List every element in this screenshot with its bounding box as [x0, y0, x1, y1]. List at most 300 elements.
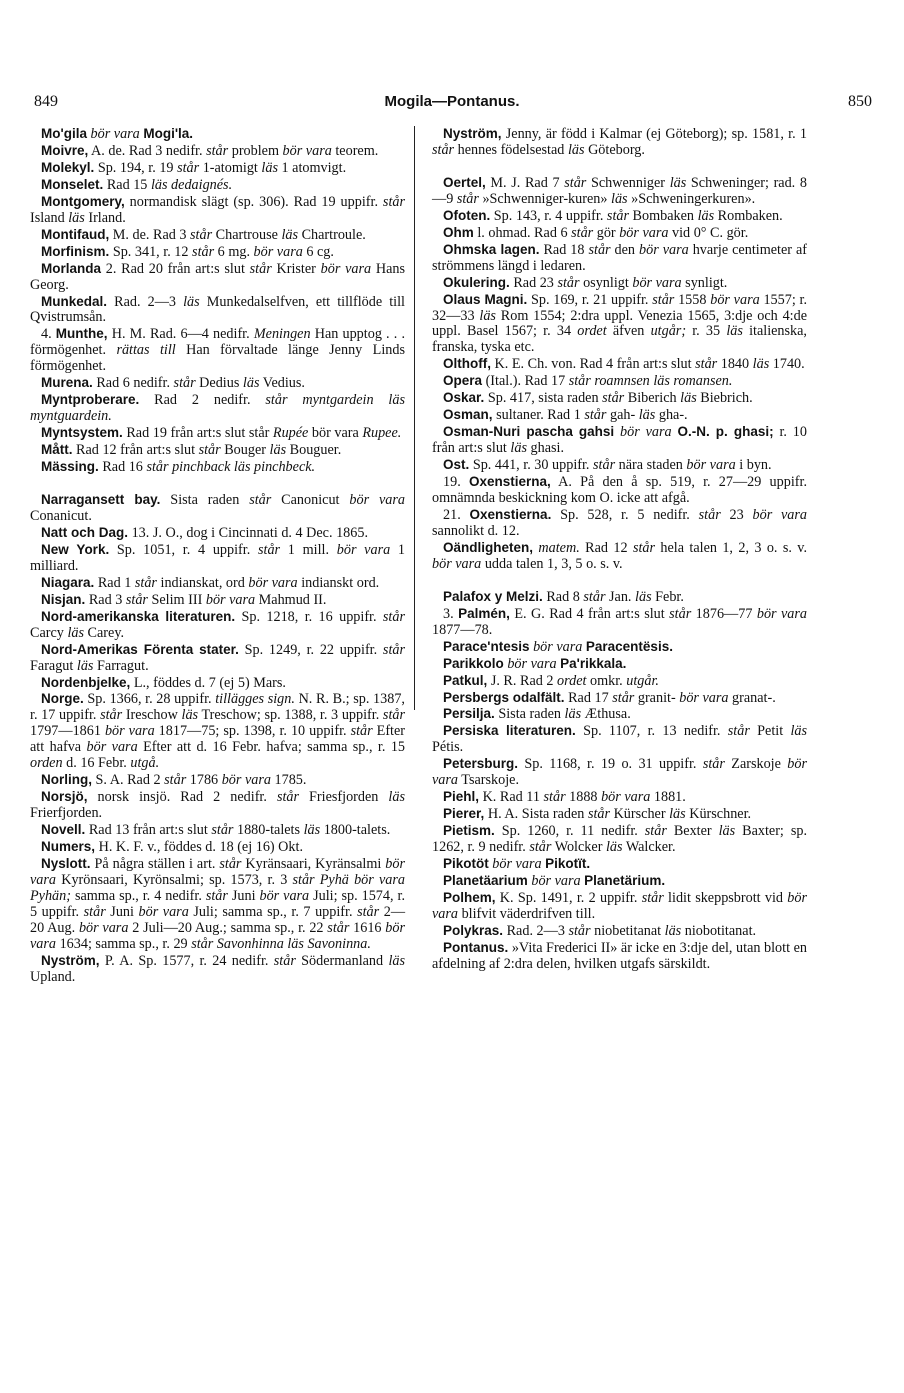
- entry-text: 1-atomigt: [199, 159, 262, 176]
- entry-editorial-term: läs: [67, 624, 84, 641]
- entry-editorial-term: står: [125, 591, 148, 608]
- entry-editorial-term: läs: [181, 707, 199, 724]
- erratum-entry: [30, 675, 405, 692]
- entry-text: Juni: [105, 903, 139, 920]
- entry-text: 1785.: [270, 772, 307, 789]
- entry-text: normandisk slägt (sp. 306). Rad 19 uppifr.: [124, 193, 383, 210]
- entry-text: E. G. Rad 4 från art:s slut: [509, 605, 670, 622]
- entry-text: Sp. 1249, r. 22 uppifr.: [238, 641, 383, 658]
- entry-text: Rad 12 från art:s slut: [72, 442, 199, 459]
- entry-text: Göteborg.: [584, 141, 645, 158]
- entry-editorial-term: bör vara: [432, 756, 807, 789]
- entry-editorial-term: står: [134, 574, 157, 591]
- entry-editorial-term: läs: [269, 442, 287, 459]
- entry-editorial-term: står: [382, 641, 405, 658]
- entry-text: bör vara: [308, 425, 363, 442]
- entry-text: Bouger: [220, 442, 270, 459]
- entry-headword: Planetäarium: [443, 872, 528, 888]
- entry-headword: Molekyl.: [41, 159, 95, 175]
- entry-editorial-term: läs: [611, 190, 628, 207]
- entry-editorial-term: står: [557, 274, 580, 291]
- entry-editorial-term: orden: [30, 755, 63, 772]
- entry-text: r. 10 från art:s slut: [432, 424, 807, 457]
- entry-editorial-term: står: [192, 243, 215, 260]
- entry-text: J. R. Rad 2: [487, 672, 558, 689]
- entry-text: synligt.: [681, 274, 728, 291]
- entry-text: Tsarskoje.: [458, 772, 520, 789]
- entry-headword: Oskar.: [443, 390, 485, 406]
- entry-headword: Oxenstierna,: [468, 474, 551, 490]
- entry-text: Sista raden: [160, 492, 250, 509]
- entry-editorial-term: står: [583, 588, 606, 605]
- entry-text: 23: [720, 506, 753, 523]
- entry-headword: Oxenstierna.: [469, 506, 552, 522]
- entry-editorial-term: står: [695, 356, 718, 373]
- entry-text: Carcy: [30, 624, 68, 641]
- entry-correct-form: Mogi'la.: [143, 126, 194, 141]
- entry-text: S. A. Rad 2: [92, 772, 165, 789]
- erratum-entry: [432, 474, 807, 507]
- entry-editorial-term: står: [593, 457, 616, 474]
- entry-text: M. J. Rad 7: [485, 174, 565, 191]
- entry-text: Febr.: [651, 588, 684, 605]
- entry-text: granit-: [634, 689, 680, 706]
- entry-text: l. ohmad. Rad 6: [473, 224, 572, 241]
- entry-text: Rad 6 nedifr.: [92, 375, 174, 392]
- entry-text: Jenny, är född i Kalmar (ej Göteborg); sp. 1581, r. 1: [501, 126, 807, 142]
- entry-text: äfven: [606, 323, 651, 340]
- entry-text: Petit: [749, 723, 791, 740]
- entry-text: indianskt ord.: [297, 574, 380, 591]
- entry-text: 1 atomvigt.: [277, 159, 347, 176]
- entry-editorial-term: står: [198, 442, 221, 459]
- entry-text: Conanicut.: [30, 507, 92, 524]
- entry-text: Æthusa.: [581, 706, 631, 723]
- entry-editorial-term: utgår;: [650, 323, 687, 340]
- entry-editorial-term: bör vara: [253, 243, 303, 260]
- entry-editorial-term: tillägges sign.: [215, 691, 295, 708]
- entry-editorial-term: står: [543, 789, 566, 806]
- erratum-entry: [30, 244, 405, 261]
- entry-text: Biebrich.: [696, 390, 753, 407]
- entry-editorial-term: läs: [242, 375, 260, 392]
- entry-editorial-term: bör vara: [30, 855, 405, 888]
- erratum-entry: [432, 806, 807, 823]
- entry-headword: Ohm: [443, 224, 474, 240]
- erratum-entry: [432, 940, 807, 973]
- erratum-entry: [432, 407, 807, 424]
- entry-editorial-term: bör vara: [601, 789, 651, 806]
- entry-text: 13. J. O., dog i Cincinnati d. 4 Dec. 1865.: [128, 524, 368, 541]
- entry-headword: Norsjö,: [41, 789, 88, 805]
- entry-editorial-term: läs: [669, 806, 686, 823]
- erratum-entry: [432, 873, 807, 890]
- entry-text: 1 mill.: [280, 541, 337, 558]
- entry-text: Sp. 528, r. 5 nedifr.: [551, 506, 699, 523]
- erratum-entry: [30, 294, 405, 327]
- entry-headword: Morfinism.: [41, 243, 110, 259]
- entry-headword: Nisjan.: [41, 591, 86, 607]
- erratum-entry: [30, 160, 405, 177]
- entry-text: Island: [30, 209, 69, 226]
- entry-headword: Mo'gila: [41, 126, 87, 141]
- entry-editorial-term: står: [350, 723, 373, 740]
- entry-text: teorem.: [331, 142, 379, 159]
- entry-headword: Polykras.: [443, 922, 504, 938]
- entry-headword: Osman-Nuri pascha gahsi: [443, 424, 615, 440]
- erratum-entry: [30, 459, 405, 476]
- erratum-entry: [432, 390, 807, 407]
- entry-text: Baxter; sp. 1262, r. 9 nedifr.: [432, 823, 807, 856]
- entry-text: Munkedalselfven, ett tillflöde till Qvistrumsån.: [30, 293, 405, 326]
- entry-editorial-term: står: [669, 605, 692, 622]
- erratum-entry: [30, 609, 405, 642]
- entry-headword: Nyström,: [443, 126, 502, 141]
- erratum-entry: [30, 177, 405, 194]
- entry-editorial-term: läs: [281, 226, 299, 243]
- entry-text: Sp. 169, r. 21 uppifr.: [527, 291, 653, 308]
- entry-text: Efter att hafva: [30, 723, 406, 756]
- entry-editorial-term: står: [644, 823, 667, 840]
- entry-editorial-term: står: [584, 407, 607, 424]
- page-number-right: 850: [848, 93, 872, 110]
- entry-headword: Ohmska lagen.: [443, 241, 540, 257]
- entry-text: Sp. 341, r. 12: [109, 243, 193, 260]
- entry-editorial-term: står: [588, 241, 611, 258]
- erratum-entry: [30, 425, 405, 442]
- entry-text: 1888: [565, 789, 602, 806]
- entry-editorial-term: läs: [605, 839, 623, 856]
- entry-headword: Morlanda: [41, 260, 102, 276]
- entry-editorial-term: står: [432, 141, 455, 158]
- entry-text: »Schwenniger-kuren»: [478, 190, 611, 207]
- entry-text: Sista raden: [494, 706, 565, 723]
- entry-headword: Nordenbjelke,: [41, 674, 131, 690]
- entry-editorial-term: bör vara: [710, 291, 760, 308]
- entry-text: A. På den å sp. 519, r. 27—29 uppifr. omnämnda beskickning kom O. icke att afgå.: [432, 474, 807, 507]
- entry-text: (Ital.). Rad 17: [482, 373, 569, 390]
- entry-editorial-term: står: [273, 952, 296, 969]
- entry-editorial-term: läs: [388, 789, 405, 806]
- entry-editorial-term: står Savonhinna läs Savoninna.: [191, 935, 371, 952]
- entry-text: Sp. 1107, r. 13 nedifr.: [575, 723, 728, 740]
- entry-text: 6 mg.: [214, 243, 254, 260]
- entry-text: problem: [228, 142, 283, 159]
- erratum-entry: [432, 424, 807, 457]
- entry-text: 1817—75; sp. 1398, r. 10 uppifr.: [154, 723, 351, 740]
- entry-text: granat-.: [728, 689, 776, 706]
- entry-text: osynligt: [579, 274, 633, 291]
- entry-text: den: [610, 241, 640, 258]
- entry-text: Han förvaltade länge Jenny Linds förmögenhet.: [30, 342, 405, 375]
- entry-text: Rad 1: [94, 574, 135, 591]
- entry-editorial-term: Rupée: [272, 425, 309, 442]
- erratum-entry: [432, 275, 807, 292]
- entry-headword: Okulering.: [443, 274, 510, 290]
- erratum-entry: [432, 208, 807, 225]
- entry-text: Frierfjorden.: [30, 805, 103, 822]
- entry-editorial-term: läs: [183, 293, 200, 310]
- entry-text: Rad 2 nedifr.: [139, 392, 266, 409]
- entry-editorial-term: läs: [718, 823, 736, 840]
- entry-text: Schwenniger: [586, 174, 670, 191]
- entry-text: Juli; sp. 1574, r. 5 uppifr.: [30, 887, 405, 920]
- entry-editorial-term: står: [641, 889, 664, 906]
- entry-editorial-term: läs: [567, 141, 585, 158]
- entry-text: Rad 15: [103, 176, 151, 193]
- entry-editorial-term: står: [702, 756, 725, 773]
- section-gap: [30, 476, 405, 492]
- entry-text: Södermanland: [295, 952, 389, 969]
- entry-text: Vedius.: [259, 375, 305, 392]
- entry-text: K. E. Ch. von. Rad 4 från art:s slut: [490, 356, 696, 373]
- entry-text: P. A. Sp. 1577, r. 24 nedifr.: [99, 952, 274, 969]
- entry-headword: Olaus Magni.: [443, 291, 528, 307]
- entry-headword: Polhem,: [443, 889, 496, 905]
- erratum-entry: [432, 356, 807, 373]
- entry-text: Kürscher: [610, 806, 670, 823]
- entry-headword: Pontanus.: [443, 939, 509, 955]
- erratum-entry: [432, 126, 807, 159]
- entry-editorial-term: står: [652, 291, 675, 308]
- entry-editorial-term: bör vara: [632, 274, 682, 291]
- erratum-entry: [432, 373, 807, 390]
- entry-text: Bouguer.: [286, 442, 342, 459]
- erratum-entry: [30, 326, 405, 375]
- entry-editorial-term: står: [205, 887, 228, 904]
- entry-editorial-term: står myntgardein läs myntguardein.: [30, 392, 405, 425]
- erratum-entry: [30, 143, 405, 160]
- entry-text: 2. Rad 20 från art:s slut: [101, 260, 250, 277]
- entry-text: Sp. 1218, r. 16 uppifr.: [235, 608, 383, 625]
- erratum-entry: [30, 839, 405, 856]
- entry-headword: Pikotöt: [443, 856, 489, 872]
- entry-editorial-term: står: [276, 789, 300, 806]
- entry-editorial-term: ordet: [577, 323, 607, 340]
- entry-editorial-term: läs: [479, 307, 496, 324]
- entry-text: 1634; samma sp., r. 29: [56, 935, 192, 952]
- entry-text: Sp. 194, r. 19: [94, 159, 178, 176]
- entry-editorial-term: står: [100, 707, 123, 724]
- entry-text: Bexter: [666, 823, 719, 840]
- entry-text: Faragut: [30, 657, 77, 674]
- erratum-entry: [30, 575, 405, 592]
- entry-editorial-term: bör vara: [756, 605, 808, 622]
- entry-editorial-term: läs: [752, 356, 770, 373]
- entry-editorial-term: står: [602, 390, 625, 407]
- entry-editorial-term: läs: [635, 588, 652, 605]
- entry-text: r. 35: [686, 323, 727, 340]
- entry-headword: Nord-amerikanska literaturen.: [41, 608, 236, 624]
- entry-text: Kyrönsaari, Kyrönsalmi; sp. 1573, r. 3: [56, 871, 293, 888]
- erratum-entry: [432, 507, 807, 540]
- erratum-entry: [30, 227, 405, 244]
- entry-text: sultaner. Rad 1: [492, 407, 585, 424]
- entry-editorial-term: bör vara: [531, 872, 581, 889]
- entry-text: Carey.: [84, 624, 125, 641]
- entry-headword: Pierer,: [443, 806, 485, 822]
- entry-editorial-term: står: [206, 142, 229, 159]
- entry-editorial-term: står Pyhä bör vara Pyhän;: [30, 871, 405, 904]
- entry-editorial-term: står: [190, 226, 213, 243]
- erratum-entry: [30, 856, 405, 953]
- entry-headword: Parace'ntesis: [443, 638, 530, 654]
- entry-text: lidit skeppsbrott vid: [663, 889, 788, 906]
- entry-headword: Persilja.: [443, 706, 495, 722]
- entry-text: Walcker.: [622, 839, 676, 856]
- entry-headword: Moivre,: [41, 142, 89, 158]
- erratum-entry: [30, 492, 405, 525]
- entry-editorial-term: står: [612, 689, 635, 706]
- entry-editorial-term: står: [382, 193, 405, 210]
- entry-text: Chartrouse: [212, 226, 282, 243]
- entry-text: hennes födelsestad: [454, 141, 568, 158]
- erratum-entry: [30, 194, 405, 227]
- entry-headword: Murena.: [41, 375, 93, 391]
- entry-editorial-term: läs: [76, 657, 94, 674]
- erratum-entry: [30, 261, 405, 294]
- entry-text: gha-.: [655, 407, 688, 424]
- entry-headword: New York.: [41, 541, 110, 557]
- erratum-entry: [432, 690, 807, 707]
- entry-headword: Nyström,: [41, 952, 100, 968]
- entry-text: norsk insjö. Rad 2 nedifr.: [87, 789, 277, 806]
- entry-editorial-term: står: [564, 174, 587, 191]
- entry-text: L., föddes d. 7 (ej 5) Mars.: [130, 674, 286, 691]
- entry-headword: Nyslott.: [41, 855, 91, 871]
- entry-editorial-term: står: [698, 506, 721, 523]
- entry-editorial-term: läs: [388, 952, 406, 969]
- entry-text: Pétis.: [432, 739, 464, 756]
- entry-text: M. de. Rad 3: [109, 226, 191, 243]
- entry-headword: Ofoten.: [443, 207, 491, 223]
- entry-text: Zarskoje: [724, 756, 788, 773]
- entry-headword: Montgomery,: [41, 193, 125, 209]
- entry-text: 1800-talets.: [320, 822, 391, 839]
- entry-text: 2 Juli—20 Aug.; samma sp., r. 22: [128, 919, 328, 936]
- entry-editorial-term: står: [382, 608, 405, 625]
- entry-editorial-term: står: [219, 855, 242, 872]
- entry-editorial-term: bör vara: [432, 555, 482, 572]
- entry-editorial-term: står: [727, 723, 750, 740]
- entry-text: Treschow; sp. 1388, r. 3 uppifr.: [198, 707, 383, 724]
- entry-editorial-term: läs: [680, 390, 697, 407]
- erratum-entry: [432, 856, 807, 873]
- entry-text: hvarje centimeter af strömmens längd i ledaren.: [432, 241, 807, 274]
- entry-number: 19.: [443, 474, 469, 491]
- entry-headword: Piehl,: [443, 789, 480, 805]
- erratum-entry: [30, 392, 405, 425]
- entry-number: 21.: [443, 506, 470, 523]
- entry-editorial-term: bör vara: [221, 772, 271, 789]
- column-divider: [414, 126, 415, 710]
- entry-text: indianskat, ord: [156, 574, 249, 591]
- entry-headword: Opera: [443, 373, 483, 389]
- entry-text: Rad 12: [579, 539, 633, 556]
- entry-editorial-term: bör vara: [104, 723, 155, 740]
- entry-text: Rad 3: [85, 591, 126, 608]
- entry-text: 2—20 Aug.: [30, 903, 406, 936]
- entry-editorial-term: står: [173, 375, 196, 392]
- entry-text: Sp. 1168, r. 19 o. 31 uppifr.: [518, 756, 703, 773]
- erratum-entry: [432, 923, 807, 940]
- entry-headword: Osman,: [443, 407, 493, 423]
- erratum-entry: [30, 375, 405, 392]
- entry-editorial-term: läs: [510, 440, 527, 457]
- entry-text: Upland.: [30, 968, 76, 985]
- entry-headword: Munthe,: [55, 326, 108, 342]
- entry-text: A. de. Rad 3 nedifr.: [88, 142, 207, 159]
- erratum-entry: [432, 723, 807, 756]
- entry-editorial-term: bör vara: [30, 919, 406, 952]
- erratum-entry: [432, 225, 807, 242]
- entry-text: Sp. 417, sista raden: [484, 390, 603, 407]
- entry-editorial-term: utgå.: [130, 755, 160, 772]
- entry-headword: Mässing.: [41, 459, 99, 475]
- page-title: Mogila—Pontanus.: [384, 93, 520, 110]
- erratum-entry: [432, 656, 807, 673]
- entry-text: Irland.: [84, 209, 126, 226]
- entry-editorial-term: står: [249, 492, 272, 509]
- entry-editorial-term: står: [571, 224, 594, 241]
- entry-text: 6 cg.: [302, 243, 334, 260]
- entry-headword: Oändligheten,: [443, 539, 534, 555]
- entry-editorial-term: bör vara: [205, 591, 256, 608]
- erratum-entry: [30, 592, 405, 609]
- entry-editorial-term: läs: [564, 706, 582, 723]
- entry-text: Friesfjorden: [299, 789, 389, 806]
- entry-headword: Persbergs odalfält.: [443, 689, 565, 705]
- entry-editorial-term: bör vara: [138, 903, 189, 920]
- entry-editorial-term: bör vara: [320, 260, 372, 277]
- entry-editorial-term: läs: [669, 174, 687, 191]
- entry-editorial-term: bör vara: [282, 142, 332, 159]
- erratum-entry: [432, 242, 807, 275]
- entry-text: På några ställen i art.: [90, 855, 220, 872]
- entry-text: Jan.: [605, 588, 636, 605]
- entry-headword: Palmén,: [458, 605, 510, 621]
- entry-editorial-term: står: [83, 903, 106, 920]
- entry-headword: Palafox y Melzi.: [443, 588, 543, 604]
- entry-text: gah-: [606, 407, 639, 424]
- entry-text: Rad 23: [509, 274, 558, 291]
- entry-headword: Myntsystem.: [41, 425, 123, 441]
- erratum-entry: [30, 822, 405, 839]
- erratum-entry: [432, 540, 807, 573]
- entry-text: Sp. 1366, r. 28 uppifr.: [83, 691, 216, 708]
- entry-headword: Montifaud,: [41, 226, 110, 242]
- entry-editorial-term: står: [177, 159, 200, 176]
- entry-editorial-term: bör vara: [679, 689, 729, 706]
- entry-editorial-term: rättas till: [116, 342, 176, 359]
- entry-text: hela talen 1, 2, 3 o. s. v.: [655, 539, 807, 556]
- entry-headword: Parikkolo: [443, 655, 504, 671]
- entry-text: ghasi.: [526, 440, 565, 457]
- entry-editorial-term: bör vara: [90, 126, 140, 142]
- entry-editorial-term: bör vara: [620, 424, 672, 441]
- entry-editorial-term: bör vara: [752, 506, 808, 523]
- entry-text: Wolcker: [551, 839, 606, 856]
- entry-number: 3.: [443, 605, 459, 622]
- section-gap: [432, 159, 807, 175]
- entry-editorial-term: står: [568, 922, 591, 939]
- entry-editorial-term: läs: [261, 159, 278, 176]
- entry-text: niobotitanat.: [681, 922, 757, 939]
- entry-editorial-term: bör vara: [86, 739, 138, 756]
- entry-text: 1881.: [650, 789, 686, 806]
- section-gap: [432, 573, 807, 589]
- entry-text: samma sp., r. 4 nedifr.: [70, 887, 206, 904]
